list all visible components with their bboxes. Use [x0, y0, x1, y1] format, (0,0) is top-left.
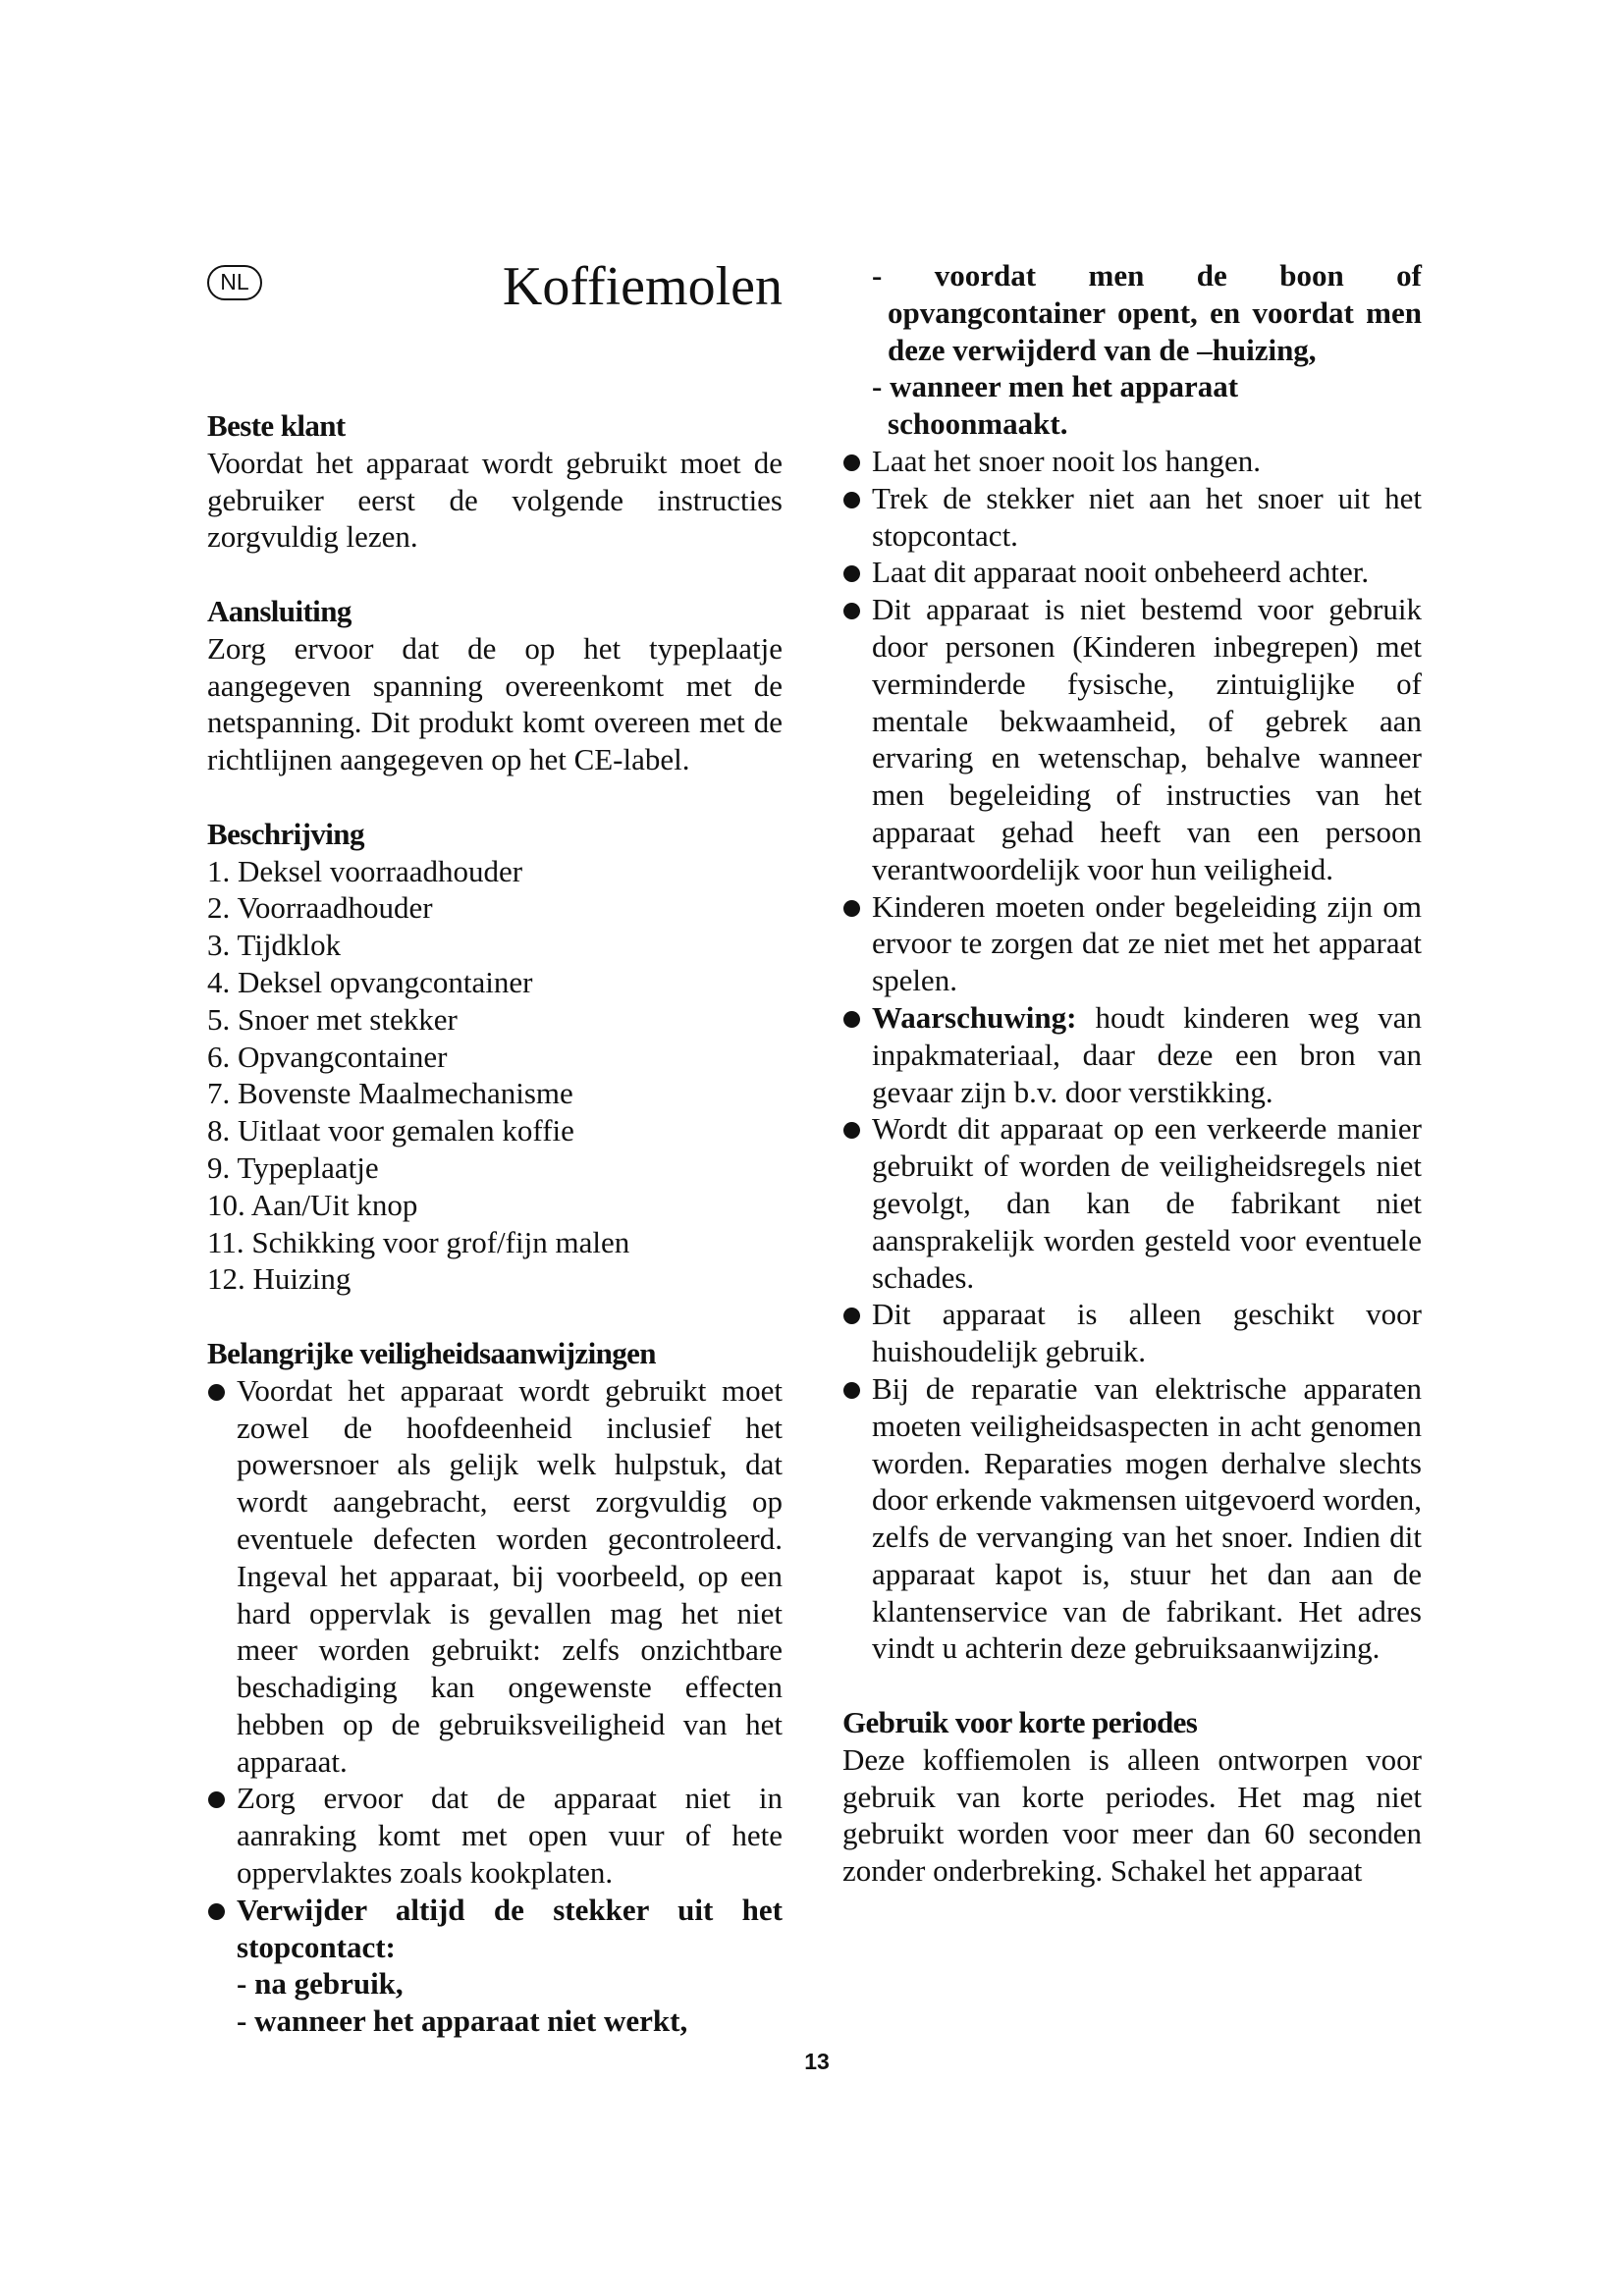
safety-heading: Belangrijke veiligheidsaanwijzingen	[207, 1335, 656, 1370]
connection-section	[207, 593, 783, 778]
safety-bullet: Wordt dit apparaat op een verkeerde manier gebruikt of worden de veiligheidsregels niet gevolgt, dan kan de fabrikant niet aansprakelijk worden gesteld voor eventuele schades.	[842, 1110, 1422, 1296]
dash-item-text: - wanneer men het apparaat schoonmaakt.	[872, 369, 1239, 442]
dash-item	[842, 368, 1422, 443]
dash-item	[207, 2002, 783, 2040]
safety-bullet: Voordat het apparaat wordt gebruikt moet zowel de hoofdeenheid inclusief het powersnoer als gelijk welk hulpstuk, dat wordt aangebracht, eerst zorgvuldig op eventuele defecten worden gecontroleerd. Ingeval het apparaat, bij voorbeeld, op een hard oppervlak is gevallen mag het niet meer worden gebruikt: zelfs onzichtbare beschadiging kan ongewenste effecten hebben op de gebruiksveiligheid van het apparaat.	[207, 1372, 783, 1781]
list-item: 12. Huizing	[207, 1261, 352, 1297]
safety-bullet: Dit apparaat is alleen geschikt voor huishoudelijk gebruik.	[842, 1296, 1422, 1370]
list-item: 1. Deksel voorraadhouder	[207, 853, 523, 888]
greeting-section	[207, 407, 783, 556]
greeting-heading: Beste klant	[207, 408, 346, 443]
list-item: 7. Bovenste Maalmechanisme	[207, 1076, 573, 1111]
safety-bullet: Bij de reparatie van elektrische apparaten moeten veiligheidsaspecten in acht genomen worden. Reparaties mogen derhalve slechts door erkende vakmensen uitgevoerd worden, zelfs de vervanging van het snoer. Indien dit apparaat kapot is, stuur het dan aan de klantenservice van de fabrikant. Het adres vindt u achterin deze gebruiksaanwijzing.	[842, 1370, 1422, 1667]
dash-item	[842, 257, 1422, 368]
dash-item-text: - na gebruik,	[237, 1966, 404, 2002]
connection-text: Zorg ervoor dat de op het typeplaatje aangegeven spanning overeenkomt met de netspanning. Dit produkt komt overeen met de richtlijnen aangegeven op het CE-label.	[207, 630, 783, 777]
dash-item-text: - wanneer het apparaat niet werkt,	[237, 2003, 688, 2039]
safety-section	[207, 1335, 783, 2040]
dash-item	[207, 1965, 783, 2002]
warning-label: Waarschuwing:	[872, 999, 1077, 1035]
description-section	[207, 816, 783, 1298]
list-item: 8. Uitlaat voor gemalen koffie	[207, 1113, 574, 1148]
short-use-heading: Gebruik voor korte periodes	[842, 1705, 1198, 1740]
page-title: Koffiemolen	[502, 256, 783, 317]
safety-bullet: Laat dit apparaat nooit onbeheerd achter.	[842, 554, 1422, 591]
list-item: 3. Tijdklok	[207, 928, 342, 963]
safety-bullet: Trek de stekker niet aan het snoer uit het stopcontact.	[842, 480, 1422, 555]
list-item: 4. Deksel opvangcontainer	[207, 964, 533, 999]
short-use-text: Deze koffiemolen is alleen ontworpen voor gebruik van korte periodes. Het mag niet gebruikt worden voor meer dan 60 seconden zonder onderbreking. Schakel het apparaat	[842, 1741, 1422, 1889]
right-column	[842, 257, 1422, 1890]
short-use-section	[842, 1704, 1422, 1890]
safety-bullet: Dit apparaat is niet bestemd voor gebruik door personen (Kinderen inbegrepen) met verminderde fysische, zintuiglijke of mentale bekwaamheid, of gebrek aan ervaring en wetenschap, behalve wanneer men begeleiding of instructies van het apparaat gehad heeft van een persoon verantwoordelijk voor hun veiligheid.	[842, 591, 1422, 887]
connection-heading: Aansluiting	[207, 593, 352, 628]
list-item: 5. Snoer met stekker	[207, 1001, 458, 1037]
safety-bullet: Zorg ervoor dat de apparaat niet in aanraking komt met open vuur of hete oppervlaktes zoals kookplaten.	[207, 1780, 783, 1891]
list-item: 6. Opvangcontainer	[207, 1039, 448, 1074]
safety-bullet: Kinderen moeten onder begeleiding zijn om ervoor te zorgen dat ze niet met het apparaat spelen.	[842, 888, 1422, 999]
greeting-text: Voordat het apparaat wordt gebruikt moet de gebruiker eerst de volgende instructies zorgvuldig lezen.	[207, 445, 783, 555]
safety-bullet: Verwijder altijd de stekker uit het stopcontact:	[207, 1892, 783, 1966]
list-item: 10. Aan/Uit knop	[207, 1187, 418, 1222]
list-item: 9. Typeplaatje	[207, 1149, 379, 1185]
warning-bullet	[842, 999, 1422, 1110]
page-number: 13	[804, 2049, 830, 2074]
safety-bullet: Laat het snoer nooit los hangen.	[842, 443, 1422, 480]
parts-list	[207, 853, 783, 1299]
left-column	[207, 250, 783, 2040]
list-item: 2. Voorraadhouder	[207, 890, 433, 926]
list-item: 11. Schikking voor grof/fijn malen	[207, 1224, 630, 1259]
dash-item-text: - voordat men de boon of opvangcontainer opent, en voordat men deze verwijderd van de –huizing,	[872, 258, 1422, 367]
warning-text: houdt kinderen weg van inpakmateriaal, daar deze een bron van gevaar zijn b.v. door verstikking.	[872, 999, 1422, 1109]
language-badge: NL	[207, 265, 262, 300]
description-heading: Beschrijving	[207, 816, 364, 851]
